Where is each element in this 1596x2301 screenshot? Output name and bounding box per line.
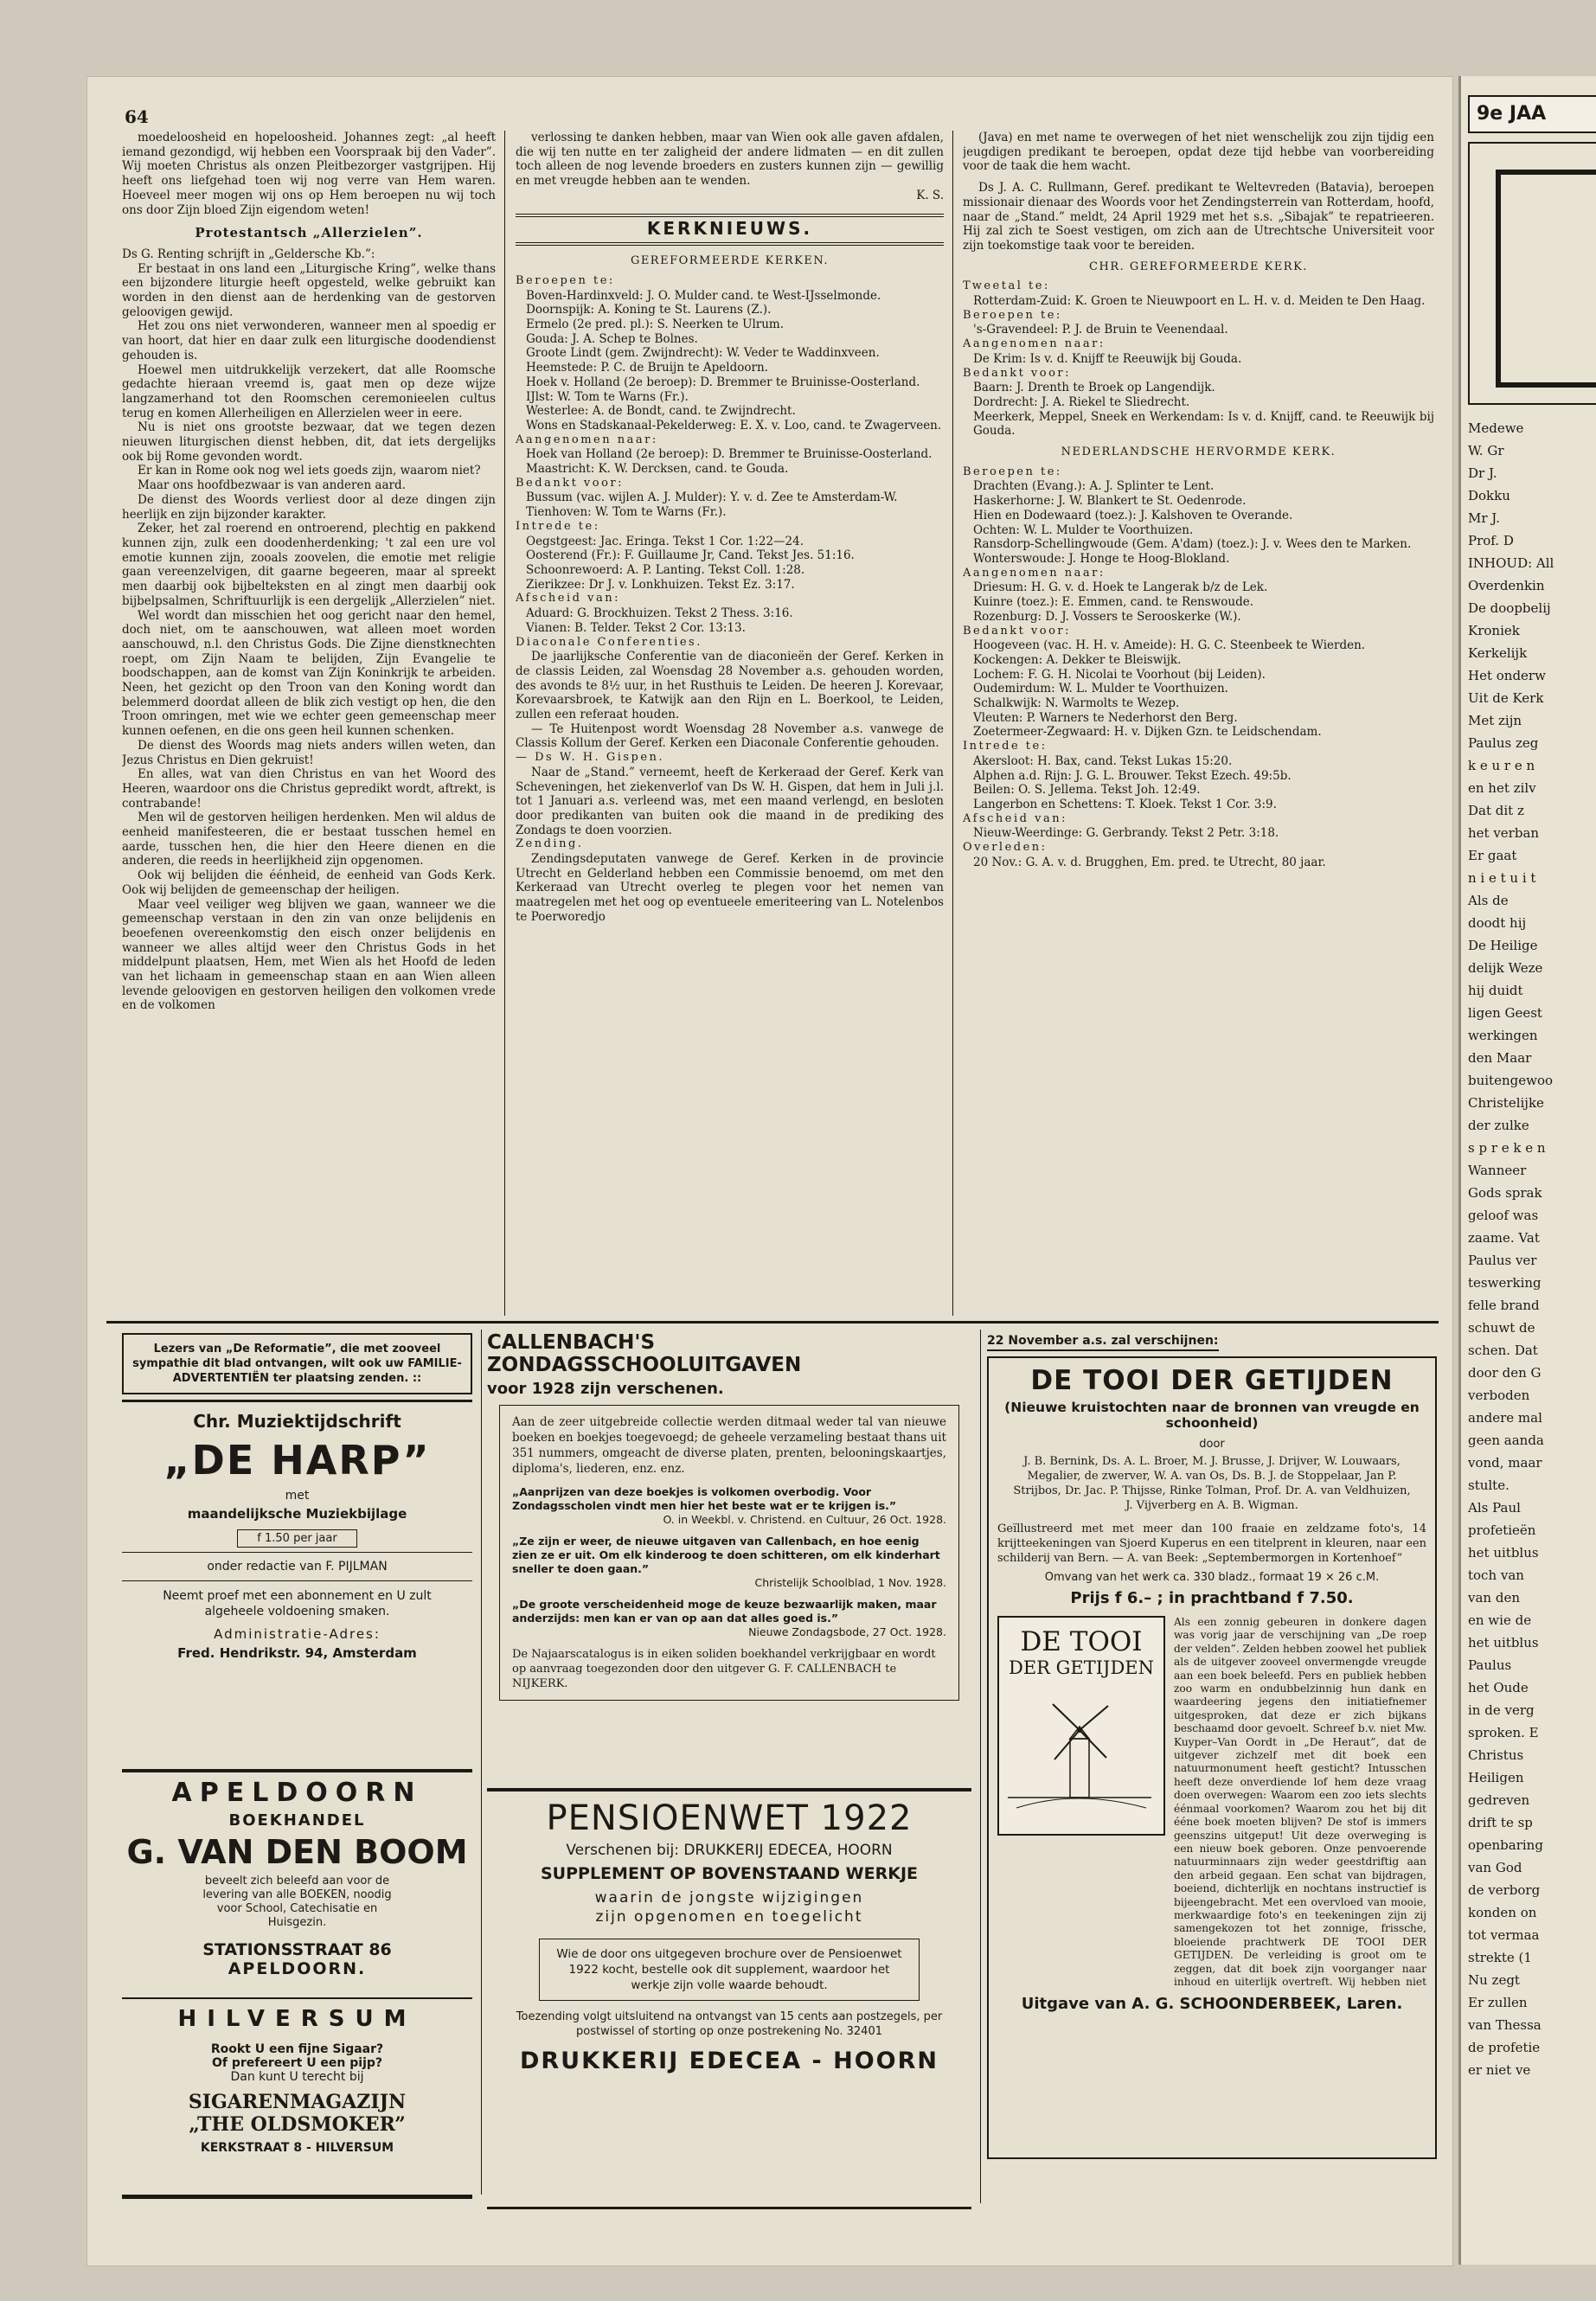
adjacent-text-line: Er zullen: [1468, 1995, 1528, 2010]
article-paragraph: verlossing te danken hebben, maar van Wien ook alle gaven afdalen, die wij ten nutte en ter zaligheid der andere lidmaten — en dit zullen toch alleen de nog levende broeders en zusters kunnen zijn — gewillig en met vreugde hebben aan te wenden.: [516, 131, 944, 189]
boom-city2: APELDOORN.: [228, 1959, 367, 1978]
adjacent-text-line: den Maar: [1468, 1050, 1532, 1066]
adjacent-text-line: andere mal: [1468, 1410, 1542, 1426]
subsection-heading: Aangenomen naar:: [963, 337, 1106, 351]
adjacent-text-line: der zulke: [1468, 1118, 1529, 1133]
article-paragraph: Er bestaat in ons land een „Liturgische Kring”, welke thans een bijzondere liturgie heeft opgesteld, welke gebruikt kan worden in den dienst aan de herdenking van de gestorven geloovigen gewijd.: [122, 261, 496, 319]
tooi-footer: Uitgave van A. G. SCHOONDERBEEK, Laren.: [1021, 1995, 1403, 2013]
news-entry: Wonterswoude: J. Honge te Hoog-Blokland.: [973, 551, 1230, 566]
adjacent-text-line: Paulus: [1468, 1657, 1512, 1673]
article-paragraph: Het zou ons niet verwonderen, wanneer men al spoedig er van hoort, dat hier en daar zulk een liturgische doodendienst gehouden is.: [122, 319, 496, 362]
adjacent-text-line: en wie de: [1468, 1612, 1532, 1628]
article-paragraph: Ds J. A. C. Rullmann, Geref. predikant te Weltevreden (Batavia), beroepen missionair dienaar des Woords voor het Zendingsterrein van Rotterdam, hoofd, naar de „Stand.” meldt, 24 April 1929 met het s.s. „Sibajak” te repatrieeren. Hij zal zich te Soest vestigen, om zich aan de Utrechtsche Universiteit voor zijn toekomstige taak voor te bereiden.: [963, 181, 1434, 253]
article-paragraph: Maar veel veiliger weg blijven we gaan, wanneer we die gemeenschap verstaan in den zin van onze belijdenis en beoefenen overeenkomstig den eisch onzer belijdenis en wanneer we alles altijd weer den Christus Gods in het middelpunt plaatsen, Hem, met Wien als het Hoofd de leden van het lichaam in gemeenschap staan en aan Wien alleen levende geloovigen en gestorven heiligen den volkomen vrede en de volkomen: [122, 897, 496, 1013]
adjacent-text-line: strekte (1: [1468, 1950, 1532, 1965]
adjacent-text-line: k e u r e n: [1468, 758, 1535, 773]
news-entry: Oudemirdum: W. L. Mulder te Voorthuizen.: [973, 682, 1228, 696]
article-paragraph: moedeloosheid en hopeloosheid. Johannes zegt: „al heeft iemand gezondigd, wij hebben een Voorspraak bij den Vader”. Wij moeten Christus als onzen Pleitbezorger vastgrijpen. Hij heeft ons liefgehad toen wij nog verre van Hem waren. Hoeveel meer mogen wij ons op Hem beroepen nu wij toch ons door Zijn bloed Zijn eigendom weten!: [122, 131, 496, 217]
subsection-heading: Intrede te:: [516, 519, 600, 533]
church-title: CHR. GEREFORMEERDE KERK.: [1089, 260, 1308, 273]
ad-rule: [122, 1769, 472, 1772]
church-title: NEDERLANDSCHE HERVORMDE KERK.: [1061, 445, 1336, 459]
adjacent-text-line: profetieën: [1468, 1522, 1536, 1538]
boom-boekhandel: BOEKHANDEL: [228, 1811, 366, 1830]
adjacent-text-line: W. Gr: [1468, 443, 1504, 458]
adjacent-text-line: Heiligen: [1468, 1770, 1524, 1785]
adjacent-text-line: Als Paul: [1468, 1500, 1521, 1516]
signature: K. S.: [916, 188, 944, 202]
pensioen-publisher: DRUKKERIJ EDECEA - HOORN: [519, 2048, 939, 2074]
article-paragraph: Wel wordt dan misschien het oog gericht naar den hemel, doch niet, om te aanschouwen, wat alleen moet worden aanschouwd, n.l. den Christus Gods. Die Zijne dienstknechten roept, om Zijn Naam te belijden, Zijn Evangelie te boodschappen, aan de komst van Zijn Koninkrijk te arbeiden. Neen, het gezicht op den Troon van den Koning wordt dan belemmerd doordat alleen de blik zich vestigt op hen, die den Troon omringen, met wie we echter geen gemeenschap meer kunnen oefenen, en die ons geen heil kunnen schenken.: [122, 608, 496, 739]
adjacent-text-line: Met zijn: [1468, 713, 1522, 728]
kerknieuws-title: KERKNIEUWS.: [646, 217, 813, 239]
adjacent-text: [1461, 417, 1596, 2081]
adjacent-text-line: ligen Geest: [1468, 1005, 1542, 1021]
adjacent-text-line: Kroniek: [1468, 623, 1520, 638]
lezers-notice: Lezers van „De Reformatie”, die met zooveel sympathie dit blad ontvangen, wilt ook uw FAMILIE-ADVERTENTIËN ter plaatsing zenden.: [132, 1343, 462, 1385]
adjacent-text-line: Mr J.: [1468, 510, 1500, 526]
newspaper-page: [87, 76, 1453, 2266]
church-news-sections: [963, 279, 1434, 439]
article-column-1: [122, 131, 496, 1316]
callenbach-body: Aan de zeer uitgebreide collectie werden ditmaal weder tal van nieuwe boeken en boekjes toegevoegd; de geheele verzameling bestaat thans uit 351 nummers, omgeacht de diverse platen, prenten, belooningskaartjes, diploma's, liederen, enz. enz.: [512, 1415, 946, 1476]
callenbach-quote: „Ze zijn er weer, de nieuwe uitgaven van Callenbach, en hoe eenig zien ze er uit. Om elk kinderoog te doen schitteren, om elk kinderhart sneller te doen gaan.”: [512, 1535, 940, 1575]
news-entry: Schoonrewoerd: A. P. Lanting. Tekst Coll. 1:28.: [526, 562, 805, 577]
tooi-date-banner: 22 November a.s. zal verschijnen:: [987, 1334, 1219, 1351]
subsection-heading: Aangenomen naar:: [963, 566, 1106, 580]
article-paragraph: De jaarlijksche Conferentie van de diaconieën der Geref. Kerken in de classis Leiden, zal Woensdag 28 November a.s. gehouden worden, des avonds te 8½ uur, in het Rusthuis te Leiden. De heeren J. Korevaar, Korevaarsbroek, te Katwijk aan den Rijn en L. Boerkool, te Leiden, zullen een referaat houden.: [516, 650, 944, 722]
news-entry: Akersloot: H. Bax, cand. Tekst Lukas 15:20.: [973, 753, 1233, 768]
adjacent-text-line: Medewe: [1468, 420, 1524, 436]
pensioen-toezending: Toezending volgt uitsluitend na ontvangst van 15 cents aan postzegels, per postwissel of storting op onze postrekening No. 32401: [516, 2010, 943, 2038]
tooi-omvang: Omvang van het werk ca. 330 bladz., formaat 19 × 26 c.M.: [1044, 1571, 1380, 1584]
adjacent-text-line: hij duidt: [1468, 983, 1523, 998]
article-paragraph: — Te Huitenpost wordt Woensdag 28 November a.s. vanwege de Classis Kollum der Geref. Kerken een Diaconale Conferentie gehouden.: [516, 721, 944, 751]
adjacent-text-line: Als de: [1468, 893, 1509, 908]
adjacent-text-line: Er gaat: [1468, 848, 1517, 863]
adjacent-text-line: delijk Weze: [1468, 960, 1543, 976]
news-entry: Doornspijk: A. Koning te St. Laurens (Z.).: [526, 303, 772, 317]
callenbach-source: O. in Weekbl. v. Christend. en Cultuur, 26 Oct. 1928.: [663, 1513, 946, 1526]
news-entry: Meerkerk, Meppel, Sneek en Werkendam: Is v. d. Knijff, cand. te Reeuwijk bij Gouda.: [973, 409, 1434, 439]
article-paragraph: Hoewel men uitdrukkelijk verzekert, dat alle Roomsche gedachte hieraan vreemd is, gaat men op deze wijze langzamerhand tot den Roomschen ceremonieelen cultus terug en komen Allerheiligen en Allerzielen weer in eere.: [122, 362, 496, 420]
news-entry: Aduard: G. Brockhuizen. Tekst 2 Thess. 3:16.: [526, 606, 793, 621]
pensioen-body: Wie de door ons uitgegeven brochure over de Pensioenwet 1922 kocht, bestelle ook dit supplement, waardoor het werkje zijn volle waarde behoudt.: [539, 1939, 920, 2001]
adjacent-text-line: tot vermaa: [1468, 1927, 1540, 1943]
boom-name: G. VAN DEN BOOM: [126, 1833, 468, 1871]
ad-rule: [487, 2207, 971, 2209]
sigaren-advertisement: [122, 2006, 472, 2196]
adjacent-text-line: geloof was: [1468, 1208, 1539, 1223]
adjacent-text-line: stulte.: [1468, 1477, 1509, 1493]
news-entry: Zoetermeer-Zegwaard: H. v. Dijken Gzn. te Leidschendam.: [973, 725, 1322, 740]
callenbach-quote: „De groote verscheidenheid moge de keuze bezwaarlijk maken, maar anderzijds: men kan er van op aan dat alles goed is.”: [512, 1598, 937, 1625]
callenbach-subtitle: voor 1928 zijn verschenen.: [487, 1380, 724, 1398]
boom-text: beveelt zich beleefd aan voor de levering van alle BOEKEN, noodig voor School, Catechisatie en Huisgezin.: [202, 1875, 392, 1929]
callenbach-advertisement: [487, 1331, 971, 1781]
sigaren-address: KERKSTRAAT 8 - HILVERSUM: [200, 2141, 394, 2155]
church-news-sections: [516, 274, 944, 636]
subsection-heading: Beroepen te:: [516, 273, 615, 287]
adjacent-text-line: vond, maar: [1468, 1455, 1542, 1471]
adjacent-text-line: De Heilige: [1468, 938, 1538, 953]
adjacent-text-line: toch van: [1468, 1567, 1524, 1583]
news-entry: Maastricht: K. W. Dercksen, cand. te Gouda.: [526, 462, 789, 477]
news-entry: Drachten (Evang.): A. J. Splinter te Lent.: [973, 479, 1215, 494]
news-entry: Kuinre (toez.): E. Emmen, cand. te Renswoude.: [973, 595, 1254, 610]
adjacent-text-line: van Thessa: [1468, 2017, 1542, 2033]
harp-subtitle: Chr. Muziektijdschrift: [193, 1411, 401, 1432]
subsection-heading: Bedankt voor:: [963, 624, 1072, 638]
boom-advertisement: [122, 1778, 472, 1994]
page-number: 64: [125, 106, 149, 127]
adjacent-text-line: openbaring: [1468, 1837, 1543, 1853]
section-title: Protestantsch „Allerzielen”.: [195, 225, 423, 241]
boom-city: APELDOORN: [171, 1778, 423, 1808]
news-entry: Langerbon en Schettens: T. Kloek. Tekst 1 Cor. 3:9.: [973, 797, 1277, 811]
news-entry: Haskerhorne: J. W. Blankert te St. Oedenrode.: [973, 494, 1247, 509]
pensioenwet-advertisement: [487, 1798, 971, 2205]
adjacent-text-line: n i e t u i t: [1468, 870, 1536, 886]
sigaren-city: HILVERSUM: [177, 2006, 417, 2032]
adjacent-text-line: het Oude: [1468, 1680, 1529, 1695]
adjacent-text-line: Prof. D: [1468, 533, 1514, 548]
adjacent-text-line: Christus: [1468, 1747, 1524, 1763]
harp-admin-label: Administratie-Adres:: [214, 1626, 381, 1642]
harp-advertisement: [122, 1333, 472, 1766]
article-column-2: [516, 131, 944, 1316]
adjacent-text-line: Dr J.: [1468, 465, 1497, 481]
news-entry: Boven-Hardinxveld: J. O. Mulder cand. te West-IJsselmonde.: [526, 288, 881, 303]
adjacent-text-line: schuwt de: [1468, 1320, 1535, 1336]
lezers-mark: ::: [412, 1372, 422, 1385]
news-entry: 's-Gravendeel: P. J. de Bruin te Veenendaal.: [973, 323, 1228, 337]
adjacent-text-line: Het onderw: [1468, 668, 1546, 683]
callenbach-quote: „Aanprijzen van deze boekjes is volkomen overbodig. Voor Zondagsscholen vindt men hier het beste wat er te krijgen is.”: [512, 1485, 897, 1512]
adjacent-text-line: sproken. E: [1468, 1725, 1539, 1740]
subsection-heading: Bedankt voor:: [516, 476, 625, 490]
harp-title: „DE HARP”: [163, 1437, 431, 1484]
news-entry: Oegstgeest: Jac. Eringa. Tekst 1 Cor. 1:22—24.: [526, 534, 804, 548]
news-entry: Groote Lindt (gem. Zwijndrecht): W. Veder te Waddinxveen.: [526, 346, 880, 361]
adjacent-text-line: buitengewoo: [1468, 1073, 1554, 1088]
adjacent-banner: 9e JAA: [1477, 103, 1547, 125]
masthead-frame: [1496, 170, 1596, 388]
subsection-heading: Bedankt voor:: [963, 366, 1072, 380]
diaconale-paragraphs: [516, 650, 944, 751]
adjacent-text-line: door den G: [1468, 1365, 1542, 1381]
adjacent-text-line: het uitblus: [1468, 1545, 1539, 1561]
news-entry: 20 Nov.: G. A. v. d. Brugghen, Em. pred. te Utrecht, 80 jaar.: [973, 855, 1326, 869]
adjacent-masthead: [1468, 142, 1596, 405]
adjacent-text-line: Overdenkin: [1468, 578, 1545, 593]
article-paragraph: (Java) en met name te overwegen of het niet wenschelijk zou zijn tijdig een jeugdigen predikant te beroepen, opdat deze tijd hebbe van voorbereiding voor de taak die hem wacht.: [963, 131, 1434, 174]
harp-bijlage: maandelijksche Muziekbijlage: [187, 1506, 407, 1522]
subsection-heading: Tweetal te:: [963, 279, 1050, 293]
news-entry: Rozenburg: D. J. Vossers te Serooskerke (W.).: [973, 609, 1241, 624]
adjacent-text-line: Nu zegt: [1468, 1972, 1520, 1988]
news-entry: Baarn: J. Drenth te Broek op Langendijk.: [973, 381, 1215, 395]
tooi-price: Prijs f 6.– ; in prachtband f 7.50.: [1070, 1589, 1354, 1607]
adjacent-text-line: s p r e k e n: [1468, 1140, 1546, 1156]
subsection-heading: Afscheid van:: [963, 811, 1067, 825]
pensioen-supplement: SUPPLEMENT OP BOVENSTAAND WERKJE: [540, 1864, 919, 1883]
cover-title-line2: DER GETIJDEN: [1008, 1657, 1155, 1678]
pensioen-waarin: waarin de jongste wijzigingen zijn opgenomen en toegelicht: [594, 1889, 864, 1926]
subsection-heading: Zending.: [516, 837, 584, 851]
news-entry: Rotterdam-Zuid: K. Groen te Nieuwpoort en L. H. v. d. Meiden te Den Haag.: [973, 294, 1426, 309]
pensioen-title: PENSIOENWET 1922: [546, 1798, 913, 1838]
news-entry: De Krim: Is v. d. Knijff te Reeuwijk bij Gouda.: [973, 351, 1242, 366]
adjacent-text-line: Dokku: [1468, 488, 1510, 503]
news-entry: Westerlee: A. de Bondt, cand. te Zwijndrecht.: [526, 404, 796, 419]
adjacent-text-line: van God: [1468, 1860, 1522, 1875]
news-entry: Alphen a.d. Rijn: J. G. L. Brouwer. Tekst Ezech. 49:5b.: [973, 768, 1292, 783]
adjacent-text-line: de verborg: [1468, 1882, 1541, 1898]
adjacent-text-line: verboden: [1468, 1388, 1530, 1403]
adjacent-text-line: De doopbelij: [1468, 600, 1551, 616]
column-divider: [481, 1330, 482, 2195]
news-entry: Dordrecht: J. A. Riekel te Sliedrecht.: [973, 394, 1190, 409]
adjacent-text-line: Paulus zeg: [1468, 735, 1539, 751]
adjacent-text-line: Paulus ver: [1468, 1253, 1537, 1268]
news-entry: Heemstede: P. C. de Bruijn te Apeldoorn.: [526, 361, 768, 375]
adjacent-text-line: Dat dit z: [1468, 803, 1524, 818]
column-divider: [980, 1330, 981, 2203]
adjacent-text-line: geen aanda: [1468, 1433, 1544, 1448]
news-entry: Hoek v. Holland (2e beroep): D. Bremmer te Bruinisse-Oosterland.: [526, 375, 920, 389]
news-entry: Ransdorp-Schellingwoude (Gem. A'dam) (toez.): J. v. Wees den te Marken.: [973, 537, 1412, 552]
article-paragraph: Ook wij belijden die éénheid, de eenheid van Gods Kerk. Ook wij belijden de gemeenschap der heiligen.: [122, 868, 496, 897]
adjacent-text-line: drift te sp: [1468, 1815, 1533, 1830]
book-cover-illustration: [997, 1616, 1165, 1836]
harp-admin-address: Fred. Hendrikstr. 94, Amsterdam: [177, 1645, 417, 1661]
news-entry: Driesum: H. G. v. d. Hoek te Langerak b/z de Lek.: [973, 580, 1268, 595]
news-entry: Hien en Dodewaard (toez.): J. Kalshoven te Overande.: [973, 508, 1293, 522]
article-paragraph: Men wil de gestorven heiligen herdenken. Men wil aldus de eenheid manifesteeren, die er bestaat tusschen hemel en aarde, tusschen hen, die hier den Heere dienen en die anderen, die reeds in heerlijkheid zijn opgenomen.: [122, 811, 496, 868]
ad-rule: [122, 2195, 472, 2199]
adjacent-text-line: in de verg: [1468, 1702, 1535, 1718]
subsection-heading: Beroepen te:: [963, 308, 1062, 322]
ads-separator: [106, 1321, 1439, 1324]
tooi-subtitle: (Nieuwe kruistochten naar de bronnen van vreugde en schoonheid): [1004, 1400, 1420, 1431]
news-entry: Vleuten: P. Warners te Nederhorst den Berg.: [973, 710, 1238, 725]
callenbach-source: Christelijk Schoolblad, 1 Nov. 1928.: [754, 1576, 946, 1589]
news-entry: Hoek van Holland (2e beroep): D. Bremmer te Bruinisse-Oosterland.: [526, 447, 933, 462]
rule: [122, 1400, 472, 1402]
news-entry: Bussum (vac. wijlen A. J. Mulder): Y. v. d. Zee te Amsterdam-W.: [526, 490, 898, 505]
subsection-heading: Beroepen te:: [963, 465, 1062, 478]
boom-street: STATIONSSTRAAT 86: [202, 1940, 392, 1959]
news-entry: Zierikzee: Dr J. v. Lonkhuizen. Tekst Ez. 3:17.: [526, 577, 795, 592]
pensioen-verschenen: Verschenen bij: DRUKKERIJ EDECEA, HOORN: [566, 1842, 893, 1859]
adjacent-text-line: zaame. Vat: [1468, 1230, 1540, 1246]
sigaren-shop-name: „THE OLDSMOKER”: [189, 2113, 406, 2136]
adjacent-text-line: en het zilv: [1468, 780, 1536, 796]
adjacent-text-line: het uitblus: [1468, 1635, 1539, 1650]
adjacent-text-line: van den: [1468, 1590, 1520, 1606]
news-entry: Beilen: O. S. Jellema. Tekst Joh. 12:49.: [973, 783, 1201, 798]
news-entry: Ochten: W. L. Mulder te Voorthuizen.: [973, 522, 1194, 537]
subsection-heading: Diaconale Conferenties.: [516, 635, 702, 649]
news-entry: Hoogeveen (vac. H. H. v. Ameide): H. G. C. Steenbeek te Wierden.: [973, 638, 1366, 653]
ad-rule: [122, 1997, 472, 1999]
article-paragraph: Zeker, het zal roerend en ontroerend, plechtig en pakkend kunnen zijn, zulk een doodenherdenking; 't zal een ure vol emotie kunnen zijn, zooals zoovelen, die emotie met religie gaan vereenzelvigen, dit gaarne begeeren, maar al spreekt men daarbij ook bijbelteksten en al zingt men daarbij ook bijbelpsalmen, Schriftuurlijk is een dergelijk „Allerzielen” niet.: [122, 522, 496, 608]
sigaren-shop: SIGARENMAGAZIJN: [188, 2091, 407, 2113]
news-entry: Tienhoven: W. Tom te Warns (Fr.).: [526, 505, 727, 520]
harp-price: f 1.50 per jaar: [237, 1529, 356, 1548]
subsection-heading: Overleden:: [963, 841, 1048, 855]
news-entry: Nieuw-Weerdinge: G. Gerbrandy. Tekst 2 Petr. 3:18.: [973, 826, 1279, 841]
adjacent-text-line: Uit de Kerk: [1468, 690, 1544, 706]
adjacent-text-line: Gods sprak: [1468, 1185, 1542, 1201]
article-body: [122, 262, 496, 1014]
subsection-heading: Intrede te:: [963, 740, 1048, 753]
church-title: GEREFORMEERDE KERKEN.: [630, 254, 830, 268]
sigaren-slogan: Of prefereert U een pijp?: [211, 2056, 383, 2070]
news-entry: Vianen: B. Telder. Tekst 2 Cor. 13:13.: [526, 620, 746, 635]
church-news-sections: [963, 465, 1434, 870]
article-paragraph: Nu is niet ons grootste bezwaar, dat we tegen dezen nieuwen liturgischen dienst hebben, dit, dat iets dergelijks ook bij Rome gevonden wordt.: [122, 420, 496, 464]
adjacent-text-line: gedreven: [1468, 1792, 1530, 1808]
article-paragraph: Maar ons hoofdbezwaar is van anderen aard.: [138, 478, 406, 493]
windmill-landscape-icon: [999, 1678, 1160, 1817]
tooi-door: door: [1199, 1438, 1225, 1451]
news-entry: Gouda: J. A. Schep te Bolnes.: [526, 331, 698, 346]
news-entry: Ermelo (2e pred. pl.): S. Neerken te Ulrum.: [526, 317, 785, 332]
cover-title-line1: DE TOOI: [1020, 1626, 1143, 1657]
adjacent-text-line: het verban: [1468, 825, 1540, 841]
tooi-title: DE TOOI DER GETIJDEN: [1030, 1365, 1394, 1396]
adjacent-text-line: Kerkelijk: [1468, 645, 1528, 661]
news-entry: IJlst: W. Tom te Warns (Fr.).: [526, 389, 689, 404]
article-paragraph: Zendingsdeputaten vanwege de Geref. Kerken in de provincie Utrecht en Gelderland hebben een Commissie benoemd, om met den Kerkeraad van Utrecht overleg te plegen voor het nemen van maatregelen met het oog op eventueele emeriteering van L. Notelenbos te Poerworedjo: [516, 852, 944, 924]
adjacent-text-line: schen. Dat: [1468, 1343, 1538, 1358]
callenbach-title: CALLENBACH'S ZONDAGSSCHOOLUITGAVEN: [487, 1331, 802, 1376]
ad-rule: [487, 1788, 971, 1791]
article-paragraph: Naar de „Stand.” verneemt, heeft de Kerkeraad der Geref. Kerk van Scheveningen, het ziekenverlof van Ds W. H. Gispen, dat hem in Juli j.l. tot 1 Januari a.s. verleend was, met een maand verlengd, en besloten door predikanten van buiten ook die maand in de prediking des Zondags te doen voorzien.: [516, 765, 944, 837]
news-entry: Oosterend (Fr.): F. Guillaume Jr, Cand. Tekst Jes. 51:16.: [526, 548, 855, 563]
news-entry: Lochem: F. G. H. Nicolai te Voorhout (bij Leiden).: [973, 667, 1266, 682]
column-divider: [952, 131, 953, 1316]
article-column-3: [963, 131, 1434, 1316]
tooi-body: Als een zonnig gebeuren in donkere dagen was vorig jaar de verschijning van „De roep der velden”. Zelden hebben zoowel het publiek als de uitgever zooveel onvermengde vreugde aan een boek beleefd. Pers en publiek hebben zoo warm en ondubbelzinnig hun dank en waardeering jegens den initiatiefnemer uitgesproken, dat deze er zich bijkans beschaamd door gevoelt. Schreef b.v. niet Mw. Kuyper–Van Oordt in „De Heraut”, dat de uitgever zichzelf met dit boek een natuurmonument heeft gesticht? Intusschen heeft deze onverdiende lof hem deze vraag doen overwegen: Waarom een zoo iets slechts éénmaal voorkomen? Waarom zou het bij dit ééne boek moeten blijven? De stof is immers geenszins uitgeput! Uit deze overweging is een nieuw boek geboren. Onze penvoerende natuurminnaars zijn weder geestdriftig aan den arbeid gegaan. Een schat van bijdragen, boeiend, dichterlijk en nochtans instructief is bijeengebracht. Met een overvloed van mooie, merkwaardige foto's en teekeningen zijn zij samengekozen tot het zonnige, frissche, bloeiende prachtwerk DE TOOI DER GETIJDEN. De verleiding is groot om te zeggen, dat dit boek zijn voorganger naar inhoud en uiterlijk overtreft. Wij hebben niet: [1174, 1616, 1426, 1988]
subsection-heading: Afscheid van:: [516, 592, 620, 606]
rule: [122, 1580, 472, 1581]
adjacent-text-line: INHOUD: All: [1468, 555, 1554, 571]
harp-met: met: [285, 1489, 310, 1503]
adjacent-text-line: teswerking: [1468, 1275, 1542, 1291]
subsection-heading: Aangenomen naar:: [516, 433, 658, 446]
byline: Ds G. Renting schrijft in „Geldersche Kb.”:: [122, 247, 375, 261]
news-entry: Kockengen: A. Dekker te Bleiswijk.: [973, 652, 1182, 667]
tooi-advertisement: [987, 1331, 1437, 2205]
kerknieuws-banner: [516, 214, 944, 247]
harp-redactie: onder redactie van F. PIJLMAN: [207, 1560, 388, 1574]
adjacent-page-strip: [1458, 76, 1596, 2265]
article-paragraph: En alles, wat van dien Christus en van het Woord des Heeren, waardoor ons die Christus gepredikt wordt, aftrekt, is contrabande!: [122, 767, 496, 811]
news-entry: Wons en Stadskanaal-Pekelderweg: E. X. v. Loo, cand. te Zwagerveen.: [526, 418, 942, 433]
news-entry: Schalkwijk: N. Warmolts te Wezep.: [973, 696, 1180, 711]
adjacent-text-line: doodt hij: [1468, 915, 1527, 931]
subsection-heading: — Ds W. H. Gispen.: [516, 751, 665, 765]
adjacent-text-line: konden on: [1468, 1905, 1537, 1920]
callenbach-catalogus: De Najaarscatalogus is in eiken soliden boekhandel verkrijgbaar en wordt op aanvraag toegezonden door den uitgever G. F. CALLENBACH te NIJKERK.: [512, 1648, 936, 1690]
sigaren-slogan: Dan kunt U terecht bij: [230, 2070, 364, 2084]
adjacent-text-line: felle brand: [1468, 1298, 1540, 1313]
harp-proef: Neemt proef met een abonnement en U zult algeheele voldoening smaken.: [163, 1589, 432, 1618]
callenbach-source: Nieuwe Zondagsbode, 27 Oct. 1928.: [748, 1625, 946, 1638]
adjacent-text-line: de profetie: [1468, 2040, 1541, 2055]
article-paragraph: Er kan in Rome ook nog wel iets goeds zijn, waarom niet?: [138, 464, 481, 478]
adjacent-text-line: Wanneer: [1468, 1163, 1527, 1178]
article-paragraph: De dienst des Woords verliest door al deze dingen zijn heerlijk en zijn bijzonder karakter.: [122, 492, 496, 522]
adjacent-text-line: Christelijke: [1468, 1095, 1544, 1111]
rule: [122, 1552, 472, 1553]
tooi-description: Geïllustreerd met met meer dan 100 fraaie en zeldzame foto's, 14 krijtteekeningen van Sjoerd Kuperus en een titelprent in kleuren, naar een schilderij van Bern. — A. van Beek: „Septembermorgen in Kortenhoef”: [997, 1522, 1426, 1565]
column-divider: [504, 131, 505, 1316]
article-paragraph: De dienst des Woords mag niets anders willen weten, dan Jezus Christus en Dien gekruist!: [122, 738, 496, 767]
adjacent-text-line: er niet ve: [1468, 2062, 1531, 2078]
tooi-authors: J. B. Bernink, Ds. A. L. Broer, M. J. Brusse, J. Drijver, W. Louwaars, Megalier, de zwerver, W. A. van Os, Ds. B. J. de Stoppelaar, Jan P. Strijbos, Dr. Jac. P. Thijsse, Rinke Tolman, Prof. Dr. A. van Veldhuizen, J. Vijverberg en A. B. Wigman.: [1013, 1455, 1411, 1512]
sigaren-slogan: Rookt U een fijne Sigaar?: [210, 2042, 384, 2056]
adjacent-text-line: werkingen: [1468, 1028, 1538, 1043]
